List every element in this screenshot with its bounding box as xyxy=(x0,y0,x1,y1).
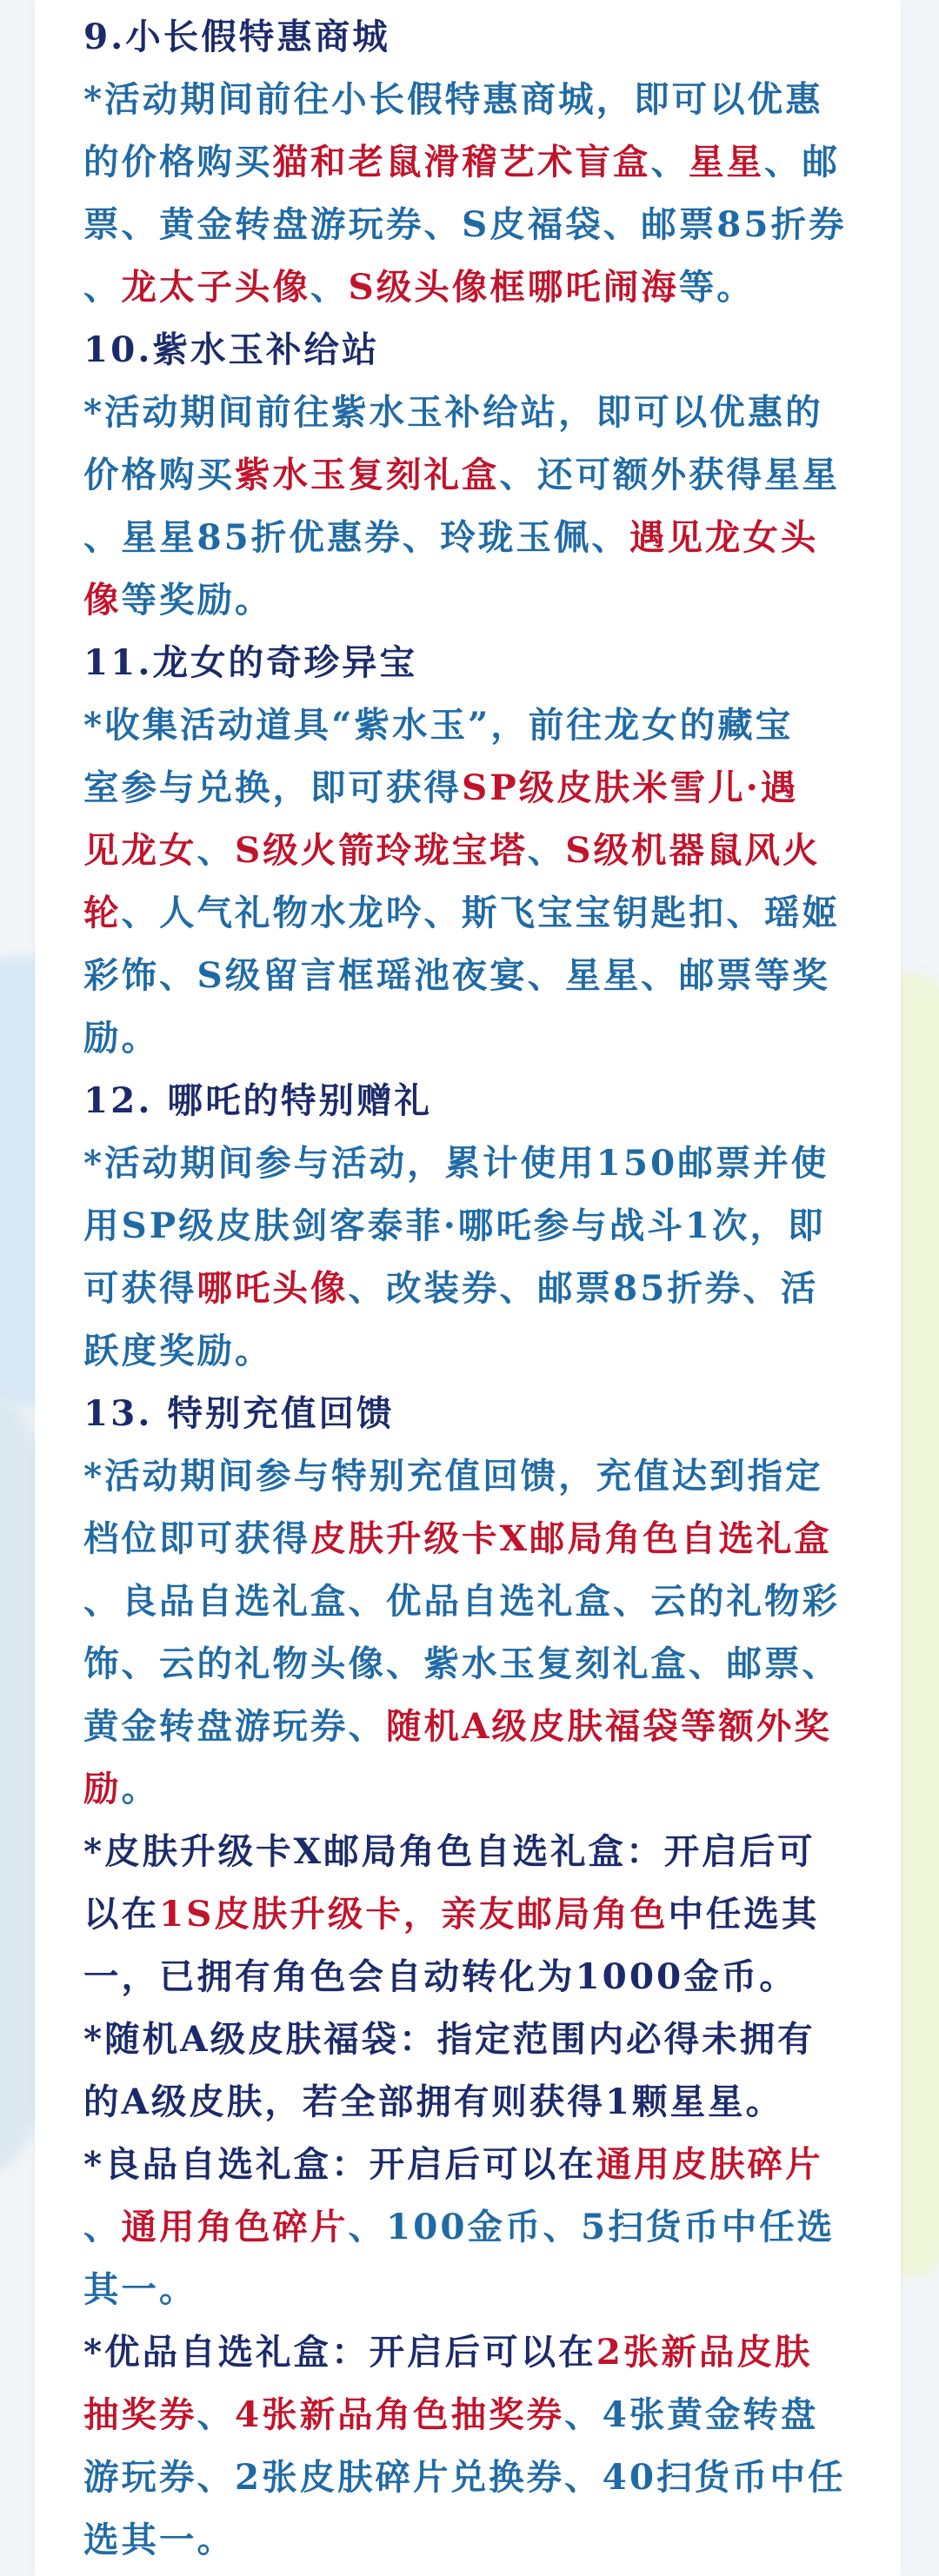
body-text: 、 xyxy=(83,2206,122,2247)
text-line xyxy=(83,631,930,694)
body-text: 、 xyxy=(196,829,235,871)
section-heading: 9.小长假特惠商城 xyxy=(83,16,390,57)
body-text: 、4张黄金转盘 xyxy=(564,2393,819,2435)
body-text: 一，已拥有角色会自动转化为1000金币。 xyxy=(83,1955,797,1997)
text-line xyxy=(83,2508,930,2571)
highlight-text: 紫水玉复刻礼盒 xyxy=(235,454,500,495)
body-text: 可获得 xyxy=(83,1267,197,1309)
section-heading: 12. 哪吒的特别赠礼 xyxy=(83,1079,433,1121)
text-line xyxy=(83,881,930,944)
text-line xyxy=(83,1882,930,1945)
text-line xyxy=(83,2008,930,2070)
highlight-text: S级机器鼠风火 xyxy=(565,829,821,871)
highlight-text: 2张新品皮肤 xyxy=(596,2331,813,2373)
body-text: 、改装券、邮票85折券、活 xyxy=(348,1267,819,1309)
body-text: 、100金币、5扫货币中任选 xyxy=(348,2206,836,2247)
text-line xyxy=(83,256,930,318)
body-text: *活动期间前往小长假特惠商城，即可以优惠 xyxy=(83,78,823,120)
highlight-text: 皮肤升级卡X邮局角色自选礼盒 xyxy=(310,1517,832,1559)
text-line xyxy=(83,1757,930,1820)
body-text: 、还可额外获得星星 xyxy=(499,454,840,495)
highlight-text: 星星 xyxy=(689,141,764,183)
body-text: 的A级皮肤，若全部拥有则获得1颗星星。 xyxy=(83,2081,784,2122)
body-text: 、 xyxy=(83,266,122,308)
text-line xyxy=(83,1945,930,2008)
body-text: 等奖励。 xyxy=(121,579,273,621)
article-card xyxy=(35,0,901,2576)
body-text: 饰、云的礼物头像、紫水玉复刻礼盒、邮票、 xyxy=(83,1643,840,1684)
body-text: 、邮 xyxy=(764,141,840,183)
body-text: 档位即可获得 xyxy=(83,1517,310,1559)
text-line xyxy=(83,2070,930,2133)
body-text: 用SP级皮肤剑客泰菲·哪吒参与战斗1次，即 xyxy=(83,1205,826,1246)
text-line xyxy=(83,318,930,381)
text-line xyxy=(83,381,930,443)
text-line xyxy=(83,1006,930,1069)
highlight-text: 通用角色碎片 xyxy=(121,2206,349,2247)
highlight-text: SP级皮肤米雪儿·遇 xyxy=(462,767,799,808)
body-text: 票、黄金转盘游玩券、S皮福袋、邮票85折券 xyxy=(83,203,847,245)
text-line xyxy=(83,1257,930,1319)
highlight-text: S级头像框哪吒闹海 xyxy=(348,266,679,308)
body-text: 其一。 xyxy=(83,2268,197,2310)
body-text: 价格购买 xyxy=(83,454,235,495)
text-line xyxy=(83,2446,930,2508)
body-text: 以在 xyxy=(83,1893,159,1935)
highlight-text: 见龙女 xyxy=(83,829,197,871)
body-text: *皮肤升级卡X邮局角色自选礼盒：开启后可 xyxy=(83,1830,816,1872)
highlight-text: 随机A级皮肤福袋等额外奖 xyxy=(386,1705,832,1747)
highlight-text: S级火箭玲珑宝塔 xyxy=(235,829,528,871)
body-text: *活动期间参与特别充值回馈，充值达到指定 xyxy=(83,1455,823,1497)
text-line xyxy=(83,130,930,193)
text-line xyxy=(83,1444,930,1507)
text-line xyxy=(83,193,930,256)
highlight-text: 1S皮肤升级卡，亲友邮局角色 xyxy=(159,1893,669,1935)
body-text: 、 xyxy=(196,2393,235,2435)
text-line xyxy=(83,1132,930,1194)
text-line xyxy=(83,1695,930,1757)
text-line xyxy=(83,694,930,756)
body-text: 等。 xyxy=(678,266,755,308)
text-line xyxy=(83,443,930,506)
text-line xyxy=(83,2383,930,2446)
text-line xyxy=(83,1382,930,1444)
body-text: 、良品自选礼盒、优品自选礼盒、云的礼物彩 xyxy=(83,1580,840,1622)
highlight-text: 抽奖券 xyxy=(83,2393,197,2435)
text-line xyxy=(83,1069,930,1132)
body-text: *随机A级皮肤福袋：指定范围内必得未拥有 xyxy=(83,2018,816,2060)
highlight-text: 猫和老鼠滑稽艺术盲盒 xyxy=(272,141,651,183)
highlight-text: 像 xyxy=(83,579,122,621)
text-line xyxy=(83,2195,930,2258)
body-text: 跃度奖励。 xyxy=(83,1330,273,1371)
highlight-text: 通用皮肤碎片 xyxy=(596,2143,823,2185)
body-text: *活动期间参与活动，累计使用150邮票并使 xyxy=(83,1142,829,1184)
body-text: 、 xyxy=(650,141,689,183)
highlight-text: 哪吒头像 xyxy=(196,1267,349,1309)
body-text: 室参与兑换，即可获得 xyxy=(83,767,462,808)
body-text: *活动期间前往紫水玉补给站，即可以优惠的 xyxy=(83,391,823,433)
text-line xyxy=(83,506,930,568)
body-text: 游玩券、2张皮肤碎片兑换券、40扫货币中任 xyxy=(83,2456,846,2498)
highlight-text: 遇见龙女头 xyxy=(629,516,819,558)
highlight-text: 龙太子头像 xyxy=(121,266,310,308)
article-content xyxy=(83,5,930,2571)
text-line xyxy=(83,819,930,881)
text-line xyxy=(83,2320,930,2383)
text-line xyxy=(83,756,930,819)
body-text: *良品自选礼盒：开启后可以在 xyxy=(83,2143,596,2185)
text-line xyxy=(83,2258,930,2320)
section-heading: 13. 特别充值回馈 xyxy=(83,1392,395,1434)
text-line xyxy=(83,944,930,1006)
text-line xyxy=(83,1820,930,1882)
body-text: 、 xyxy=(310,266,349,308)
highlight-text: 4张新品角色抽奖券 xyxy=(235,2393,565,2435)
text-line xyxy=(83,1507,930,1570)
body-text: 彩饰、S级留言框瑶池夜宴、星星、邮票等奖 xyxy=(83,954,830,996)
section-heading: 10.紫水玉补给站 xyxy=(83,329,380,370)
body-text: 。 xyxy=(121,1768,159,1809)
text-line xyxy=(83,1570,930,1632)
body-text: *收集活动道具“紫水玉”，前往龙女的藏宝 xyxy=(83,704,794,746)
body-text: 、星星85折优惠券、玲珑玉佩、 xyxy=(83,516,629,558)
text-line xyxy=(83,2133,930,2195)
body-text: 、人气礼物水龙吟、斯飞宝宝钥匙扣、瑶姬 xyxy=(121,892,840,933)
text-line xyxy=(83,568,930,631)
body-text: *优品自选礼盒：开启后可以在 xyxy=(83,2331,596,2373)
highlight-text: 轮 xyxy=(83,892,122,933)
text-line xyxy=(83,1632,930,1695)
body-text: 的价格购买 xyxy=(83,141,273,183)
highlight-text: 励 xyxy=(83,1768,122,1809)
body-text: 励。 xyxy=(83,1017,159,1059)
body-text: 选其一。 xyxy=(83,2519,235,2560)
text-line xyxy=(83,5,930,68)
body-text: 、 xyxy=(527,829,566,871)
text-line xyxy=(83,1319,930,1382)
section-heading: 11.龙女的奇珍异宝 xyxy=(83,641,417,683)
body-text: 中任选其 xyxy=(668,1893,820,1935)
text-line xyxy=(83,68,930,130)
body-text: 黄金转盘游玩券、 xyxy=(83,1705,386,1747)
text-line xyxy=(83,1194,930,1257)
